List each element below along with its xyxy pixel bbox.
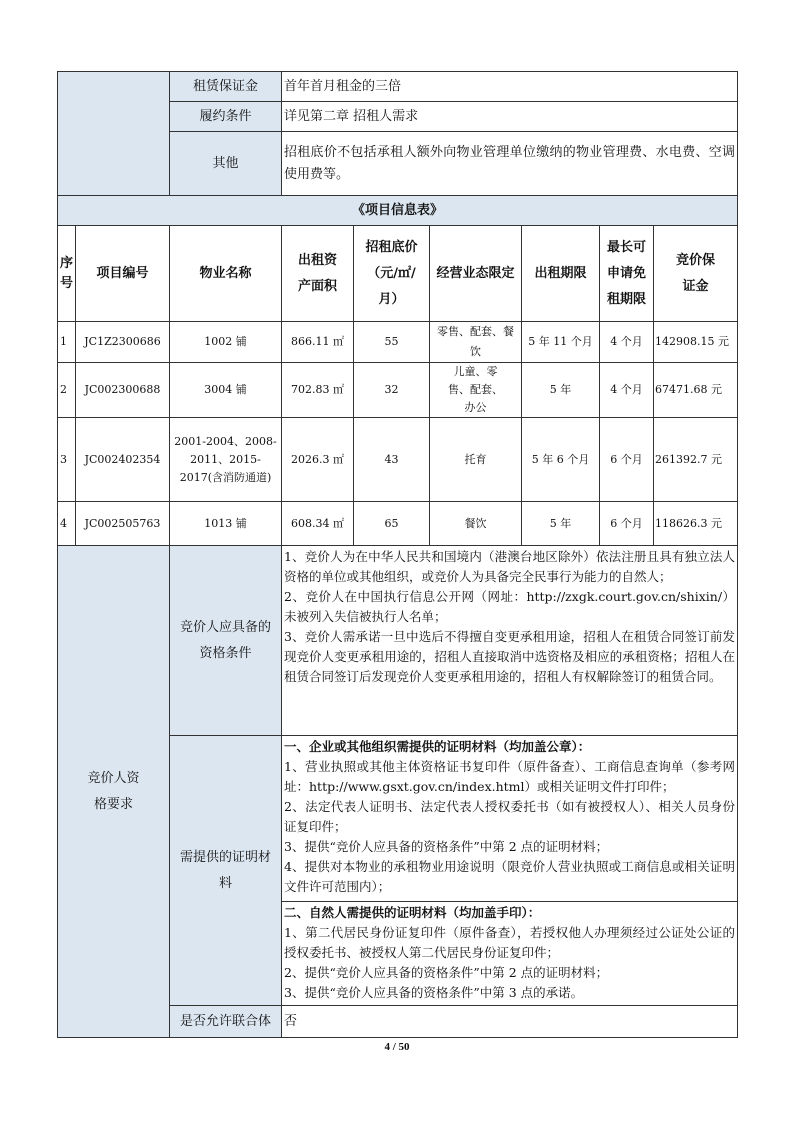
org-document-item: 2、法定代表人证明书、法定代表人授权委托书（如有被授权人）、相关人员身份证复印件；: [284, 799, 736, 834]
cell-price: 43: [354, 418, 430, 502]
cell-area: 2026.3 ㎡: [282, 418, 354, 502]
cell-name: 1013 铺: [170, 502, 282, 546]
cell-free: 6 个月: [600, 502, 654, 546]
person-document-item: 2、提供“竞价人应具备的资格条件”中第 2 点的证明材料；: [284, 965, 609, 980]
cell-code: JC002402354: [76, 418, 170, 502]
person-document-item: 1、第二代居民身份证复印件（原件备查），若授权他人办理须经过公证处公证的授权委托书、被授权人第二代居民身份证复印件；: [284, 925, 736, 960]
qualification-label: 竞价人应具备的资格条件: [170, 546, 282, 736]
row-label: 其他: [170, 132, 282, 196]
joint-venture-value: 否: [282, 1006, 738, 1038]
org-document-item: 3、提供“竞价人应具备的资格条件”中第 2 点的证明材料；: [284, 839, 609, 854]
row-value: 招租底价不包括承租人额外向物业管理单位缴纳的物业管理费、水电费、空调使用费等。: [282, 132, 738, 196]
row-label: 履约条件: [170, 102, 282, 132]
cell-seq: 4: [58, 502, 76, 546]
document-page: [57, 71, 737, 1038]
col-header-deposit: 竞价保证金: [654, 226, 738, 322]
cell-price: 55: [354, 322, 430, 363]
cell-deposit: 142908.15 元: [654, 322, 738, 363]
qualification-content: [282, 546, 738, 736]
cell-name: 1002 铺: [170, 322, 282, 363]
org-document-item: 1、营业执照或其他主体资格证书复印件（原件备查）、工商信息查询单（参考网址：http://www.gsxt.gov.cn/index.html）或相关证明文件打印件；: [284, 759, 736, 794]
person-documents-content: [282, 902, 738, 1006]
qualification-item: 2、竞价人在中国执行信息公开网（网址：http://zxgk.court.gov.cn/shixin/）未被列入失信被执行人名单；: [284, 589, 736, 624]
org-document-item: 4、提供对本物业的承租物业用途说明（限竞价人营业执照或工商信息或相关证明文件许可范围内）；: [284, 859, 736, 894]
cell-deposit: 118626.3 元: [654, 502, 738, 546]
qualification-item: 3、竞价人需承诺一旦中选后不得擅自变更承租用途，招租人在租赁合同签订前发现竞价人变更承租用途的，招租人直接取消中选资格及相应的承租资格；招租人在租赁合同签订后发现竞价人变更承租用途的，招租人有权解除签订的租赁合同。: [284, 629, 736, 684]
cell-format: 零售、配套、餐饮: [430, 322, 522, 363]
cell-free: 4 个月: [600, 322, 654, 363]
info-title-row: [58, 196, 738, 226]
cell-term: 5 年 6 个月: [522, 418, 600, 502]
cell-term: 5 年 11 个月: [522, 322, 600, 363]
qualification-row: [58, 546, 738, 736]
cell-code: JC002300688: [76, 363, 170, 418]
cell-price: 32: [354, 363, 430, 418]
table-row: [58, 418, 738, 502]
cell-seq: 2: [58, 363, 76, 418]
info-header-row: [58, 226, 738, 322]
col-header-seq: 序号: [58, 226, 76, 322]
info-table-title: 《项目信息表》: [58, 196, 738, 226]
documents-label: 需提供的证明材料: [170, 736, 282, 1006]
person-document-item: 3、提供“竞价人应具备的资格条件”中第 3 点的承诺。: [284, 985, 584, 1000]
cell-term: 5 年: [522, 502, 600, 546]
bidder-requirements-label: 竞价人资格要求: [58, 546, 170, 1038]
cell-format: 餐饮: [430, 502, 522, 546]
cell-area: 866.11 ㎡: [282, 322, 354, 363]
col-header-free: 最长可申请免租期限: [600, 226, 654, 322]
cell-free: 6 个月: [600, 418, 654, 502]
col-header-price: 招租底价（元/㎡/月）: [354, 226, 430, 322]
col-header-area: 出租资产面积: [282, 226, 354, 322]
cell-seq: 3: [58, 418, 76, 502]
cell-format: 托育: [430, 418, 522, 502]
cell-price: 65: [354, 502, 430, 546]
cell-name: 3004 铺: [170, 363, 282, 418]
table-row: [58, 363, 738, 418]
cell-code: JC002505763: [76, 502, 170, 546]
table-row: [58, 322, 738, 363]
page-number: 4 / 50: [384, 1041, 410, 1053]
cell-area: 702.83 ㎡: [282, 363, 354, 418]
deposit-row: [58, 72, 738, 102]
table-row: [58, 502, 738, 546]
tender-info-table: [57, 71, 738, 1038]
row-value: 详见第二章 招租人需求: [282, 102, 738, 132]
cell-term: 5 年: [522, 363, 600, 418]
org-documents-content: [282, 736, 738, 902]
row-value: 首年首月租金的三倍: [282, 72, 738, 102]
org-documents-title: 一、企业或其他组织需提供的证明材料（均加盖公章）：: [284, 739, 591, 754]
cell-deposit: 67471.68 元: [654, 363, 738, 418]
cell-seq: 1: [58, 322, 76, 363]
col-header-term: 出租期限: [522, 226, 600, 322]
col-header-format: 经营业态限定: [430, 226, 522, 322]
cell-code: JC1Z2300686: [76, 322, 170, 363]
qualification-item: 1、竞价人为在中华人民共和国境内（港澳台地区除外）依法注册且具有独立法人资格的单位或其他组织，或竞价人为具备完全民事行为能力的自然人；: [284, 549, 736, 584]
cell-deposit: 261392.7 元: [654, 418, 738, 502]
col-header-name: 物业名称: [170, 226, 282, 322]
cell-area: 608.34 ㎡: [282, 502, 354, 546]
cell-free: 4 个月: [600, 363, 654, 418]
col-header-code: 项目编号: [76, 226, 170, 322]
cell-format: 儿童、零售、配套、办公: [430, 363, 522, 418]
shaded-group-cell: [58, 72, 170, 196]
person-documents-title: 二、自然人需提供的证明材料（均加盖手印）：: [284, 905, 541, 920]
joint-venture-label: 是否允许联合体: [170, 1006, 282, 1038]
row-label: 租赁保证金: [170, 72, 282, 102]
cell-name: 2001-2004、2008-2011、2015-2017(含消防通道): [170, 418, 282, 502]
